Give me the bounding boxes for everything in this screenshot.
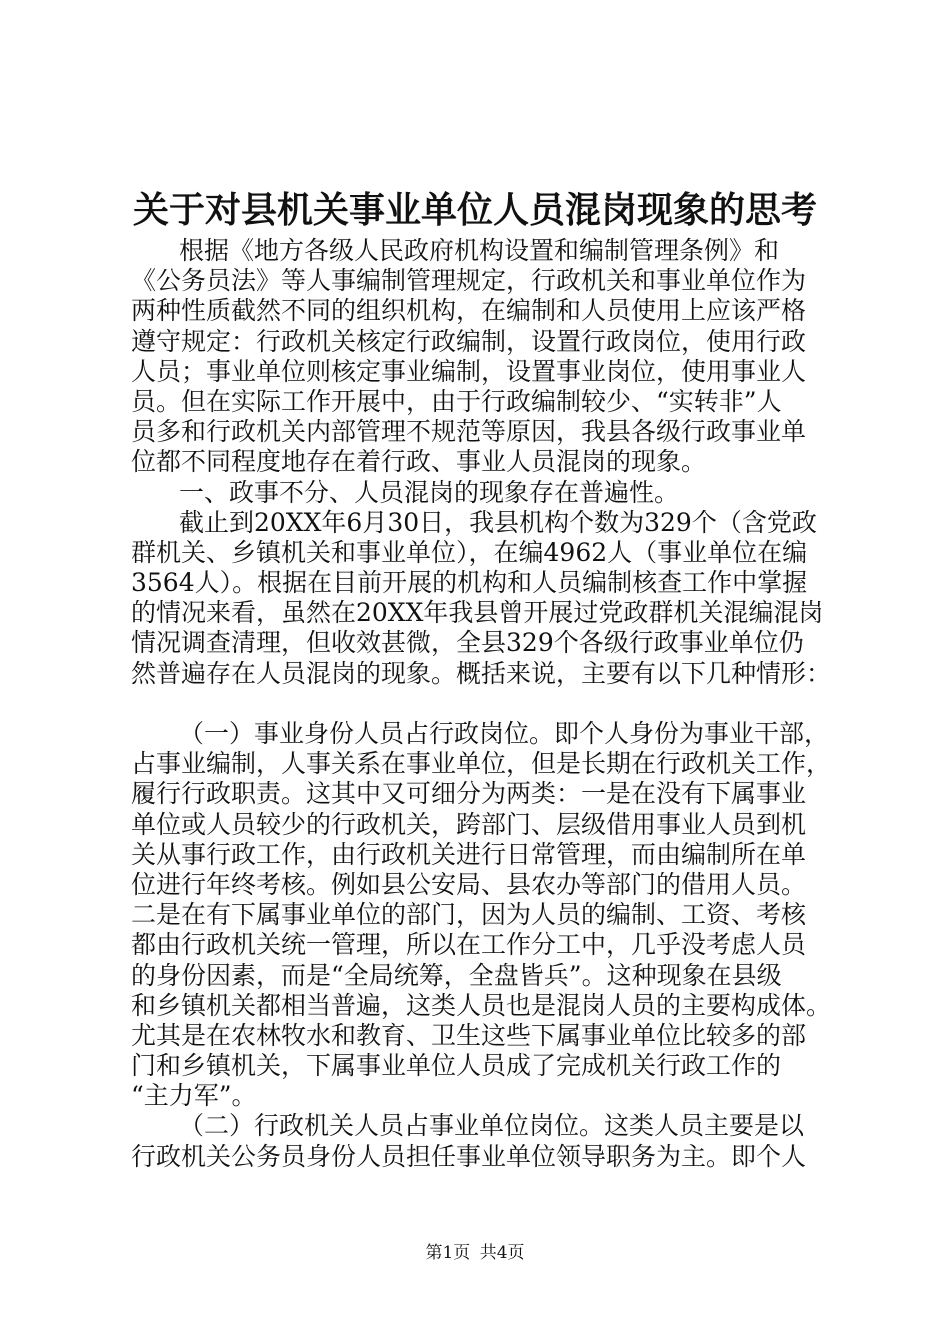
page-total: 共4页 bbox=[479, 1243, 525, 1263]
text-line bbox=[131, 689, 851, 719]
text-line: 的身份因素，而是“全局统筹，全盘皆兵”。这种现象在县级 bbox=[131, 960, 782, 990]
text-line: 群机关、乡镇机关和事业单位），在编4962人（事业单位在编 bbox=[131, 537, 808, 567]
text-line: 两种性质截然不同的组织机构，在编制和人员使用上应该严格 bbox=[131, 296, 807, 326]
text-line: 截止到20XX年6月30日，我县机构个数为329个（含党政 bbox=[179, 507, 817, 537]
text-line: 单位或人员较少的行政机关，跨部门、层级借用事业人员到机 bbox=[131, 809, 807, 839]
text-line: 人员；事业单位则核定事业编制，设置事业岗位，使用事业人 bbox=[131, 356, 807, 386]
text-line: 位都不同程度地存在着行政、事业人员混岗的现象。 bbox=[131, 447, 707, 477]
text-line: 3564人）。根据在目前开展的机构和人员编制核查工作中掌握 bbox=[131, 568, 808, 598]
text-line: （二）行政机关人员占事业单位岗位。这类人员主要是以 bbox=[179, 1111, 805, 1141]
text-line: 都由行政机关统一管理，所以在工作分工中，几乎没考虑人员 bbox=[131, 930, 807, 960]
text-line: 一、政事不分、人员混岗的现象存在普遍性。 bbox=[179, 477, 680, 507]
text-line: 的情况来看，虽然在20XX年我县曾开展过党政群机关混编混岗 bbox=[131, 598, 824, 628]
text-line: 然普遍存在人员混岗的现象。概括来说，主要有以下几种情形： bbox=[131, 658, 832, 688]
text-line: 根据《地方各级人民政府机构设置和编制管理条例》和 bbox=[179, 236, 780, 265]
text-line: 情况调查清理，但收效甚微，全县329个各级行政事业单位仍 bbox=[131, 628, 804, 658]
text-line: 行政机关公务员身份人员担任事业单位领导职务为主。即个人 bbox=[131, 1141, 807, 1171]
page-footer bbox=[0, 1242, 950, 1264]
text-line: 二是在有下属事业单位的部门，因为人员的编制、工资、考核 bbox=[131, 900, 807, 930]
text-line: 关从事行政工作，由行政机关进行日常管理，而由编制所在单 bbox=[131, 839, 807, 869]
text-line: 和乡镇机关都相当普遍，这类人员也是混岗人员的主要构成体。 bbox=[131, 990, 832, 1020]
text-line: 履行行政职责。这其中又可细分为两类：一是在没有下属事业 bbox=[131, 779, 807, 809]
page-number: 第1页 bbox=[425, 1243, 471, 1263]
text-line: 位进行年终考核。例如县公安局、县农办等部门的借用人员。 bbox=[131, 869, 807, 899]
text-line: 占事业编制，人事关系在事业单位，但是长期在行政机关工作， bbox=[131, 749, 832, 779]
text-line: 《公务员法》等人事编制管理规定，行政机关和事业单位作为 bbox=[131, 266, 807, 296]
text-line: （一）事业身份人员占行政岗位。即个人身份为事业干部， bbox=[179, 719, 830, 748]
text-line: 遵守规定：行政机关核定行政编制，设置行政岗位，使用行政 bbox=[131, 326, 807, 356]
document-body bbox=[131, 236, 851, 1172]
text-line: 尤其是在农林牧水和教育、卫生这些下属事业单位比较多的部 bbox=[131, 1020, 807, 1050]
text-line: 门和乡镇机关，下属事业单位人员成了完成机关行政工作的 bbox=[131, 1051, 782, 1081]
text-line: 员多和行政机关内部管理不规范等原因，我县各级行政事业单 bbox=[131, 417, 807, 447]
text-line: “主力军”。 bbox=[131, 1081, 257, 1111]
text-line: 员。但在实际工作开展中，由于行政编制较少、“实转非”人 bbox=[131, 386, 782, 416]
document-title: 关于对县机关事业单位人员混岗现象的思考 bbox=[132, 189, 817, 231]
